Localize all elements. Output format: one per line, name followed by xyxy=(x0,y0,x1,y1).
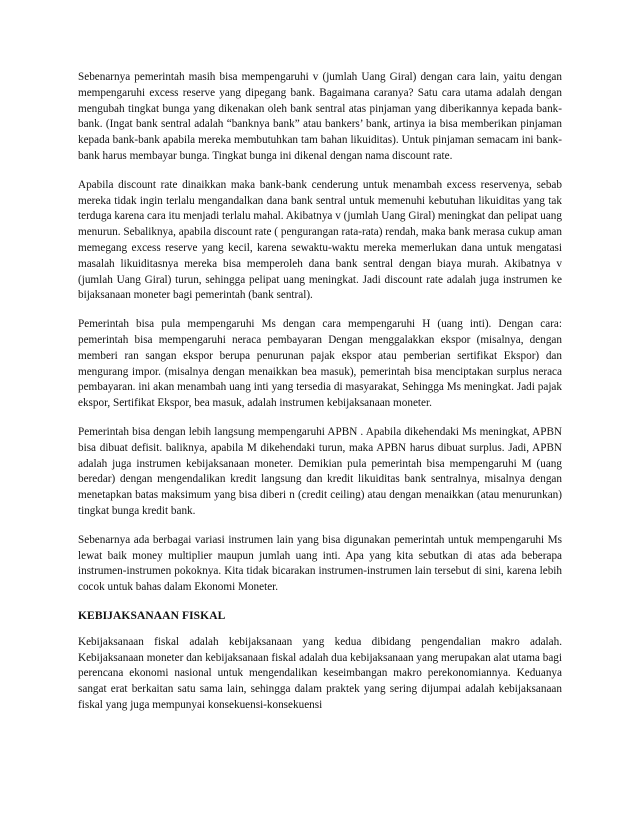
paragraph-2: Apabila discount rate dinaikkan maka bank-bank cenderung untuk menambah excess reservenya, sebab mereka tidak ingin terlalu mengandalkan dana bank sentral untuk memenuhi kebutuhan likuiditas yang tak terduga karena cara itu menjadi terlalu mahal. Akibatnya v (jumlah Uang Giral) meningkat dan pelipat uang menurun. Sebaliknya, apabila discount rate ( pengurangan rata-rata) rendah, maka bank merasa cukup aman memegang excess reserve yang kecil, karena sewaktu-waktu mereka memerlukan dana untuk mengatasi masalah likuiditasnya mereka bisa memperoleh dana bank sentral dengan biaya murah. Akibatnya v (jumlah Uang Giral) turun, sehingga pelipat uang meningkat. Jadi discount rate adalah juga instrumen ke bijaksanaan moneter bagi pemerintah (bank sentral). xyxy=(78,178,562,302)
paragraph-6: Kebijaksanaan fiskal adalah kebijaksanaan yang kedua dibidang pengendalian makro adalah. Kebijaksanaan moneter dan kebijaksanaan fiskal adalah dua kebijaksanaan yang merupakan alat utama bagi perencana ekonomi nasional untuk mengendalikan keseimbangan makro perekonomiannya. Keduanya sangat erat berkaitan satu sama lain, sehingga dalam praktek yang sering dijumpai adalah kebijaksanaan fiskal yang juga mempunyai konsekuensi-konsekuensi xyxy=(78,635,562,711)
paragraph-4: Pemerintah bisa dengan lebih langsung mempengaruhi APBN . Apabila dikehendaki Ms meningkat, APBN bisa dibuat defisit. baliknya, apabila M dikehendaki turun, maka APBN harus dibuat surplus. Jadi, APBN adalah juga instrumen kebijaksanaan moneter. Demikian pula pemerintah bisa mempengaruhi M (uang beredar) dengan mengendalikan kredit langsung dan kredit likuiditas bank sentralnya, misalnya dengan menetapkan batas maksimum yang bisa diberi n (credit ceiling) atau dengan menaikkan (atau menurunkan) tingkat bunga kredit bank. xyxy=(78,425,562,517)
paragraph-5: Sebenarnya ada berbagai variasi instrumen lain yang bisa digunakan pemerintah untuk mempengaruhi Ms lewat baik money multiplier maupun jumlah uang inti. Apa yang kita sebutkan di atas ada beberapa instrumen-instrumen pokoknya. Kita tidak bicarakan instrumen-instrumen lain tersebut di sini, karena lebih cocok untuk bahas dalam Ekonomi Moneter. xyxy=(78,533,562,594)
document-page xyxy=(78,70,562,727)
paragraph-3: Pemerintah bisa pula mempengaruhi Ms dengan cara mempengaruhi H (uang inti). Dengan cara: pemerintah bisa mempengaruhi neraca pembayaran Dengan menggalakkan ekspor (misalnya, dengan memberi ran sangan ekspor berupa penurunan pajak ekspor atau pemberian sertifikat Ekspor) dan mengurang impor. (misalnya dengan menaikkan bea masuk), pemerintah bisa menciptakan surplus neraca pembayaran. ini akan menambah uang inti yang tersedia di masyarakat, Sehingga Ms meningkat. Jadi pajak ekspor, Sertifikat Ekspor, bea masuk, adalah instrumen kebijaksanaan moneter. xyxy=(78,318,562,410)
section-heading: KEBIJAKSANAAN FISKAL xyxy=(78,609,226,622)
paragraph-1: Sebenarnya pemerintah masih bisa mempengaruhi v (jumlah Uang Giral) dengan cara lain, yaitu dengan mempengaruhi excess reserve yang dipegang bank. Bagaimana caranya? Satu cara utama adalah dengan mengubah tingkat bunga yang dikenakan oleh bank sentral atas pinjaman yang diberikannya kepada bank-bank. (Ingat bank sentral adalah “banknya bank” atau bankers’ bank, artinya ia bisa memberikan pinjaman kepada bank-bank apabila mereka membutuhkan tam bahan likuiditas). Untuk pinjaman semacam ini bank-bank harus membayar bunga. Tingkat bunga ini dikenal dengan nama discount rate. xyxy=(78,71,562,162)
